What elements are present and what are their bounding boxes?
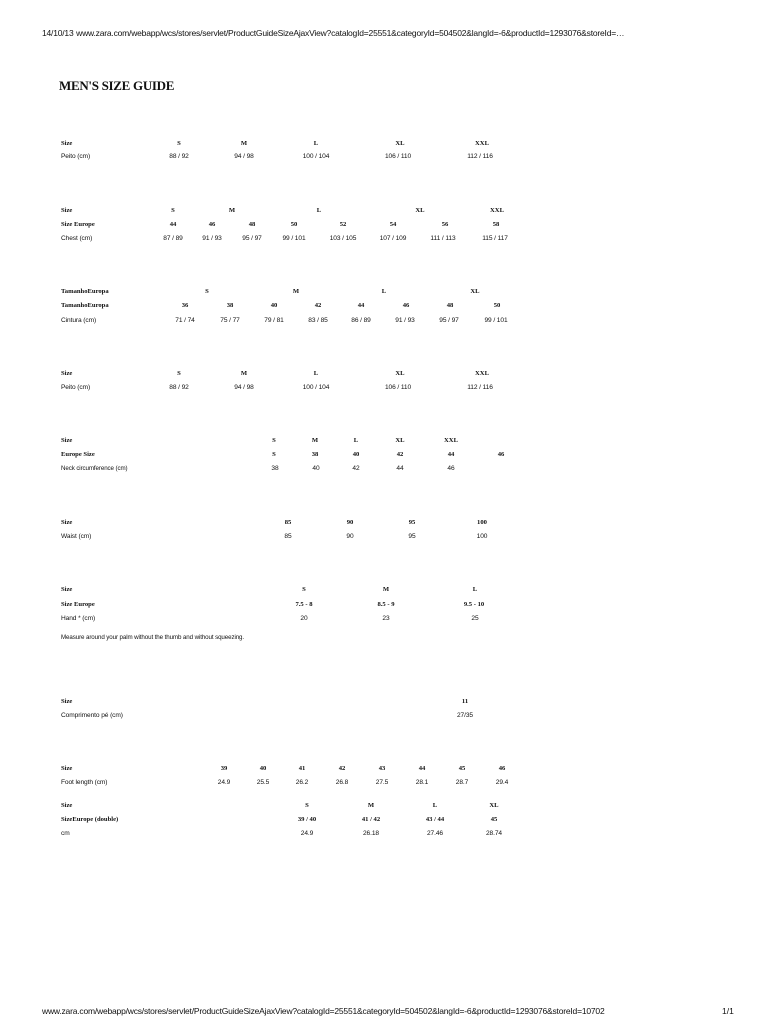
table-cell: 26.18	[362, 830, 380, 837]
table-cell: 42	[338, 765, 346, 772]
table-cell: 28.1	[415, 779, 429, 786]
row-label: Size	[61, 437, 73, 444]
row-label: Comprimento pé (cm)	[61, 712, 123, 719]
table-cell: S	[177, 370, 181, 377]
table-cell: 25	[471, 615, 479, 622]
row-label: Chest (cm)	[61, 235, 93, 242]
table-cell: 50	[290, 221, 298, 228]
table-cell: M	[240, 140, 248, 147]
table-cell: L	[316, 207, 322, 214]
table-cell: S	[272, 451, 276, 458]
table-cell: 52	[339, 221, 347, 228]
table-cell: 54	[389, 221, 397, 228]
table-cell: 40	[352, 451, 360, 458]
table-cell: 90	[346, 533, 354, 540]
print-header	[42, 28, 752, 38]
table-cell: 40	[259, 765, 267, 772]
table-cell: XXL	[475, 370, 489, 377]
table-cell: 95 / 97	[242, 235, 262, 242]
table-cell: 112 / 116	[467, 384, 493, 391]
row-label: Size	[61, 698, 73, 705]
table-cell: 103 / 105	[329, 235, 357, 242]
table-cell: 115 / 117	[482, 235, 508, 242]
table-cell: 44	[418, 765, 426, 772]
table-cell: L	[313, 370, 319, 377]
table-cell: 44	[447, 451, 455, 458]
table-cell: 85	[284, 533, 292, 540]
table-cell: 36	[181, 302, 189, 309]
row-label: Europe Size	[61, 451, 95, 458]
table-cell: 88 / 92	[169, 384, 189, 391]
row-label: SizeEurope (double)	[61, 816, 119, 823]
table-cell: 29.4	[495, 779, 509, 786]
table-cell: 42	[314, 302, 322, 309]
table-cell: 86 / 89	[351, 317, 371, 324]
table-cell: 99 / 101	[484, 317, 508, 324]
row-label: Measure around your palm without the thumb and without squeezing.	[61, 634, 245, 641]
table-cell: 58	[492, 221, 500, 228]
table-cell: 46	[497, 451, 505, 458]
row-label: Peito (cm)	[61, 153, 91, 160]
table-cell: S	[205, 288, 209, 295]
table-cell: 7.5 - 8	[295, 601, 313, 608]
table-cell: L	[472, 586, 478, 593]
table-cell: 79 / 81	[264, 317, 284, 324]
table-cell: 41	[298, 765, 306, 772]
row-label: TamanhoEuropa	[61, 302, 109, 309]
table-cell: 27/35	[456, 712, 474, 719]
row-label: Size	[61, 765, 73, 772]
table-cell: 45	[458, 765, 466, 772]
table-cell: 106 / 110	[384, 153, 412, 160]
table-cell: 24.9	[217, 779, 231, 786]
table-cell: 112 / 116	[467, 153, 493, 160]
table-cell: S	[177, 140, 181, 147]
table-cell: 71 / 74	[175, 317, 195, 324]
row-label: Peito (cm)	[61, 384, 91, 391]
table-cell: 46	[447, 465, 455, 472]
table-cell: 28.74	[485, 830, 503, 837]
table-cell: 39	[220, 765, 228, 772]
table-cell: 23	[382, 615, 390, 622]
table-cell: S	[171, 207, 175, 214]
table-cell: 38	[271, 465, 279, 472]
table-cell: M	[382, 586, 390, 593]
table-cell: 100 / 104	[302, 153, 330, 160]
table-cell: M	[292, 288, 300, 295]
table-cell: 75 / 77	[220, 317, 240, 324]
table-cell: L	[432, 802, 438, 809]
table-cell: 48	[248, 221, 256, 228]
row-label: Size	[61, 207, 73, 214]
table-cell: 91 / 93	[202, 235, 222, 242]
table-cell: 90	[346, 519, 354, 526]
table-cell: 100	[477, 519, 487, 526]
table-cell: 38	[311, 451, 319, 458]
row-label: Foot length (cm)	[61, 779, 108, 786]
table-cell: L	[381, 288, 387, 295]
table-cell: 11	[461, 698, 469, 705]
table-cell: 8.5 - 9	[377, 601, 395, 608]
table-cell: 50	[493, 302, 501, 309]
table-cell: 95 / 97	[439, 317, 459, 324]
table-cell: XXL	[475, 140, 489, 147]
table-cell: 87 / 89	[163, 235, 183, 242]
table-cell: M	[240, 370, 248, 377]
row-label: Size Europe	[61, 221, 95, 228]
table-cell: 28.7	[455, 779, 469, 786]
table-cell: 46	[498, 765, 506, 772]
row-label: Cintura (cm)	[61, 317, 97, 324]
page-title: MEN'S SIZE GUIDE	[59, 78, 175, 93]
table-cell: 27.46	[426, 830, 444, 837]
table-cell: 56	[441, 221, 449, 228]
table-cell: 44	[396, 465, 404, 472]
table-cell: 107 / 109	[379, 235, 407, 242]
row-label: Size	[61, 586, 73, 593]
table-cell: 46	[402, 302, 410, 309]
table-cell: XXL	[444, 437, 458, 444]
print-date: 14/10/13	[42, 28, 74, 38]
table-cell: 41 / 42	[361, 816, 381, 823]
print-url: www.zara.com/webapp/wcs/stores/servlet/ProductGuideSizeAjaxView?catalogId=25551&categoryId=504502&langId=-6&productId=1293076&storeId=…	[76, 28, 625, 38]
table-cell: 94 / 98	[234, 384, 254, 391]
table-cell: S	[272, 437, 276, 444]
row-label: Waist (cm)	[61, 533, 92, 540]
table-cell: 38	[226, 302, 234, 309]
table-cell: 9.5 - 10	[463, 601, 485, 608]
table-cell: 83 / 85	[308, 317, 328, 324]
table-cell: 40	[270, 302, 278, 309]
row-label: Hand * (cm)	[61, 615, 96, 622]
table-cell: 106 / 110	[384, 384, 412, 391]
table-cell: 43 / 44	[425, 816, 445, 823]
table-cell: L	[353, 437, 359, 444]
table-cell: 48	[446, 302, 454, 309]
table-cell: 91 / 93	[395, 317, 415, 324]
table-cell: 26.8	[335, 779, 349, 786]
row-label: TamanhoEuropa	[61, 288, 109, 295]
table-cell: S	[302, 586, 306, 593]
table-cell: 40	[312, 465, 320, 472]
page-number: 1/1	[722, 1006, 734, 1016]
row-label: Neck circumference (cm)	[61, 465, 128, 472]
table-cell: 94 / 98	[234, 153, 254, 160]
table-cell: 43	[378, 765, 386, 772]
table-cell: 45	[490, 816, 498, 823]
table-cell: 27.5	[375, 779, 389, 786]
table-cell: XL	[415, 207, 425, 214]
row-label: Size	[61, 370, 73, 377]
table-cell: M	[367, 802, 375, 809]
table-cell: XL	[395, 437, 405, 444]
table-cell: XL	[470, 288, 480, 295]
table-cell: XL	[395, 370, 405, 377]
table-cell: 44	[357, 302, 365, 309]
table-cell: S	[305, 802, 309, 809]
row-label: Size	[61, 140, 73, 147]
table-cell: 25.5	[256, 779, 270, 786]
table-cell: 95	[408, 533, 416, 540]
table-cell: XXL	[490, 207, 504, 214]
table-cell: 46	[208, 221, 216, 228]
table-cell: 20	[300, 615, 308, 622]
row-label: Size Europe	[61, 601, 95, 608]
table-cell: M	[311, 437, 319, 444]
table-cell: 42	[396, 451, 404, 458]
table-cell: L	[313, 140, 319, 147]
table-cell: 39 / 40	[297, 816, 317, 823]
table-cell: 100 / 104	[302, 384, 330, 391]
table-cell: 88 / 92	[169, 153, 189, 160]
table-cell: 111 / 113	[430, 235, 456, 242]
table-cell: 95	[408, 519, 416, 526]
table-cell: XL	[395, 140, 405, 147]
row-label: Size	[61, 802, 73, 809]
row-label: Size	[61, 519, 73, 526]
table-cell: 85	[284, 519, 292, 526]
table-cell: 42	[352, 465, 360, 472]
table-cell: 99 / 101	[282, 235, 306, 242]
table-cell: XL	[489, 802, 499, 809]
table-cell: 24.9	[300, 830, 314, 837]
print-footer-url: www.zara.com/webapp/wcs/stores/servlet/ProductGuideSizeAjaxView?catalogId=25551&categoryId=504502&langId=-6&productId=1293076&storeId=10702	[42, 1006, 605, 1016]
table-cell: 44	[169, 221, 177, 228]
row-label: cm	[61, 830, 70, 837]
table-cell: 26.2	[295, 779, 309, 786]
table-cell: M	[228, 207, 236, 214]
table-cell: 100	[476, 533, 488, 540]
